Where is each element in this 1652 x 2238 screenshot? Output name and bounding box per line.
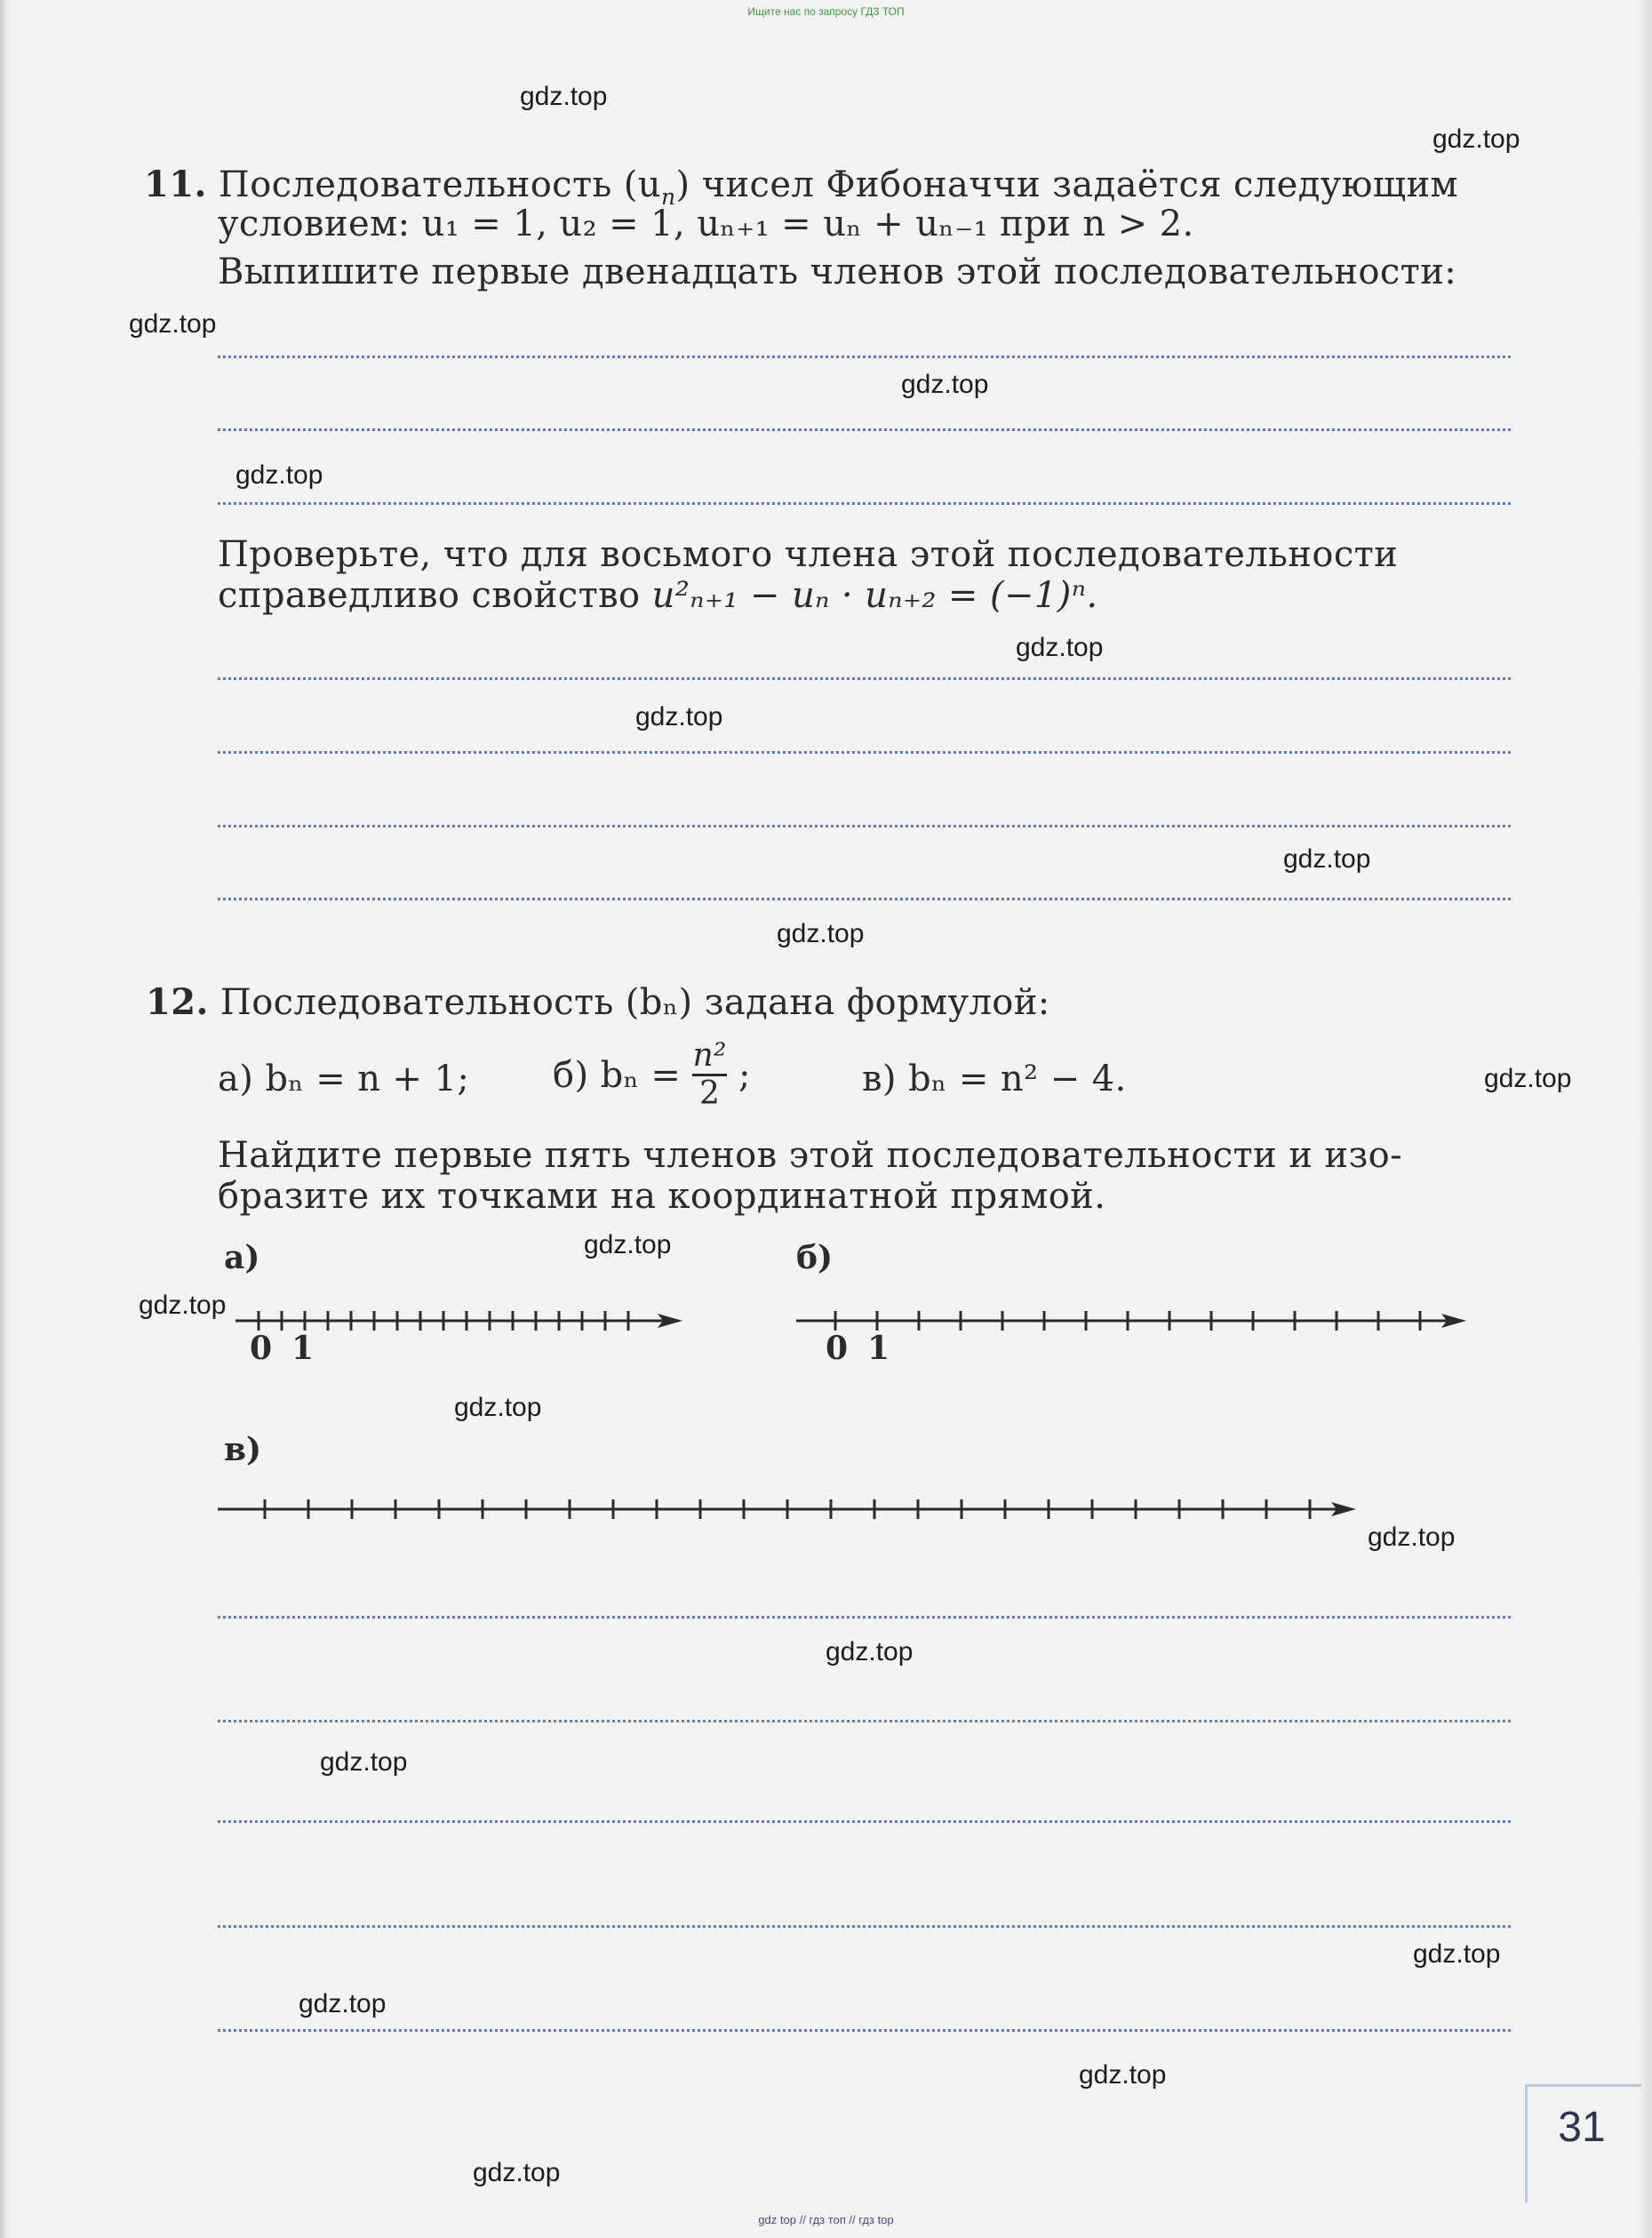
watermark: gdz.top (235, 460, 323, 490)
label-b: б) (796, 1239, 834, 1276)
watermark: gdz.top (473, 2158, 561, 2187)
task11-line1: 11. Последовательность $(u_n)$ чисел Фибоначчи задаётся следующим (144, 164, 1459, 210)
number-line-b[interactable] (796, 1311, 1466, 1331)
watermark: gdz.top (1368, 1523, 1456, 1552)
task11-line2: условием: u₁ = 1, u₂ = 1, uₙ₊₁ = uₙ + uₙ₋₁ при n > 2. (218, 204, 1194, 244)
axis-b-zero: 0 (826, 1330, 849, 1367)
watermark: gdz.top (139, 1291, 227, 1320)
watermark: gdz.top (635, 702, 723, 731)
watermark: gdz.top (520, 82, 608, 111)
page-number: 31 (1558, 2104, 1606, 2151)
task11-line5: справедливо свойство u²ₙ₊₁ − uₙ · uₙ₊₂ = (−1)ⁿ. (218, 575, 1098, 616)
watermark: gdz.top (1433, 124, 1520, 154)
watermark: gdz.top (299, 1989, 387, 2018)
axis-a-zero: 0 (250, 1330, 273, 1367)
watermark: gdz.top (1016, 633, 1104, 662)
task11-number: 11. (144, 164, 207, 205)
watermark: gdz.top (1413, 1939, 1501, 1969)
header-note: Ищите нас по запросу ГДЗ ТОП (747, 5, 905, 18)
label-a: а) (224, 1239, 260, 1276)
task12-line1: 12. Последовательность (bₙ) задана формулой: (146, 981, 1050, 1023)
watermark: gdz.top (320, 1747, 408, 1777)
watermark: gdz.top (1079, 2060, 1167, 2090)
task11-line4: Проверьте, что для восьмого члена этой последовательности (218, 534, 1399, 575)
answer-line[interactable] (218, 1820, 1511, 1823)
watermark: gdz.top (1484, 1064, 1572, 1093)
watermark: gdz.top (826, 1637, 914, 1667)
watermark: gdz.top (454, 1393, 542, 1422)
number-line-v[interactable] (218, 1499, 1356, 1519)
axis-b-one: 1 (867, 1330, 890, 1367)
watermark: gdz.top (777, 919, 865, 948)
task12-formula-a: а) bₙ = n + 1; (218, 1059, 470, 1099)
fraction: $\frac{\text{n²}}{2}$ (692, 1037, 727, 1112)
watermark: gdz.top (901, 370, 989, 399)
footer-note: gdz top // гдз топ // гдз top (758, 2213, 894, 2226)
task12-formula-b: б) bₙ = $\frac{\text{n²}}{2}$ ; (553, 1037, 751, 1112)
watermark: gdz.top (584, 1230, 672, 1259)
answer-line[interactable] (218, 1925, 1511, 1928)
answer-line[interactable] (218, 1616, 1511, 1619)
task12-number: 12. (146, 981, 209, 1023)
task12-formula-v: в) bₙ = n² − 4. (862, 1059, 1127, 1099)
watermark: gdz.top (129, 309, 217, 339)
axis-a-one: 1 (291, 1330, 315, 1367)
answer-line[interactable] (218, 1720, 1511, 1722)
watermark: gdz.top (1283, 844, 1371, 874)
answer-line[interactable] (218, 2029, 1511, 2032)
number-line-a[interactable] (235, 1311, 682, 1331)
label-v: в) (224, 1431, 262, 1468)
task12-line3: Найдите первые пять членов этой последовательности и изо- (218, 1135, 1403, 1176)
task11-line3: Выпишите первые двенадцать членов этой последовательности: (218, 252, 1457, 292)
task12-line4: бразите их точками на координатной прямой. (218, 1176, 1106, 1217)
